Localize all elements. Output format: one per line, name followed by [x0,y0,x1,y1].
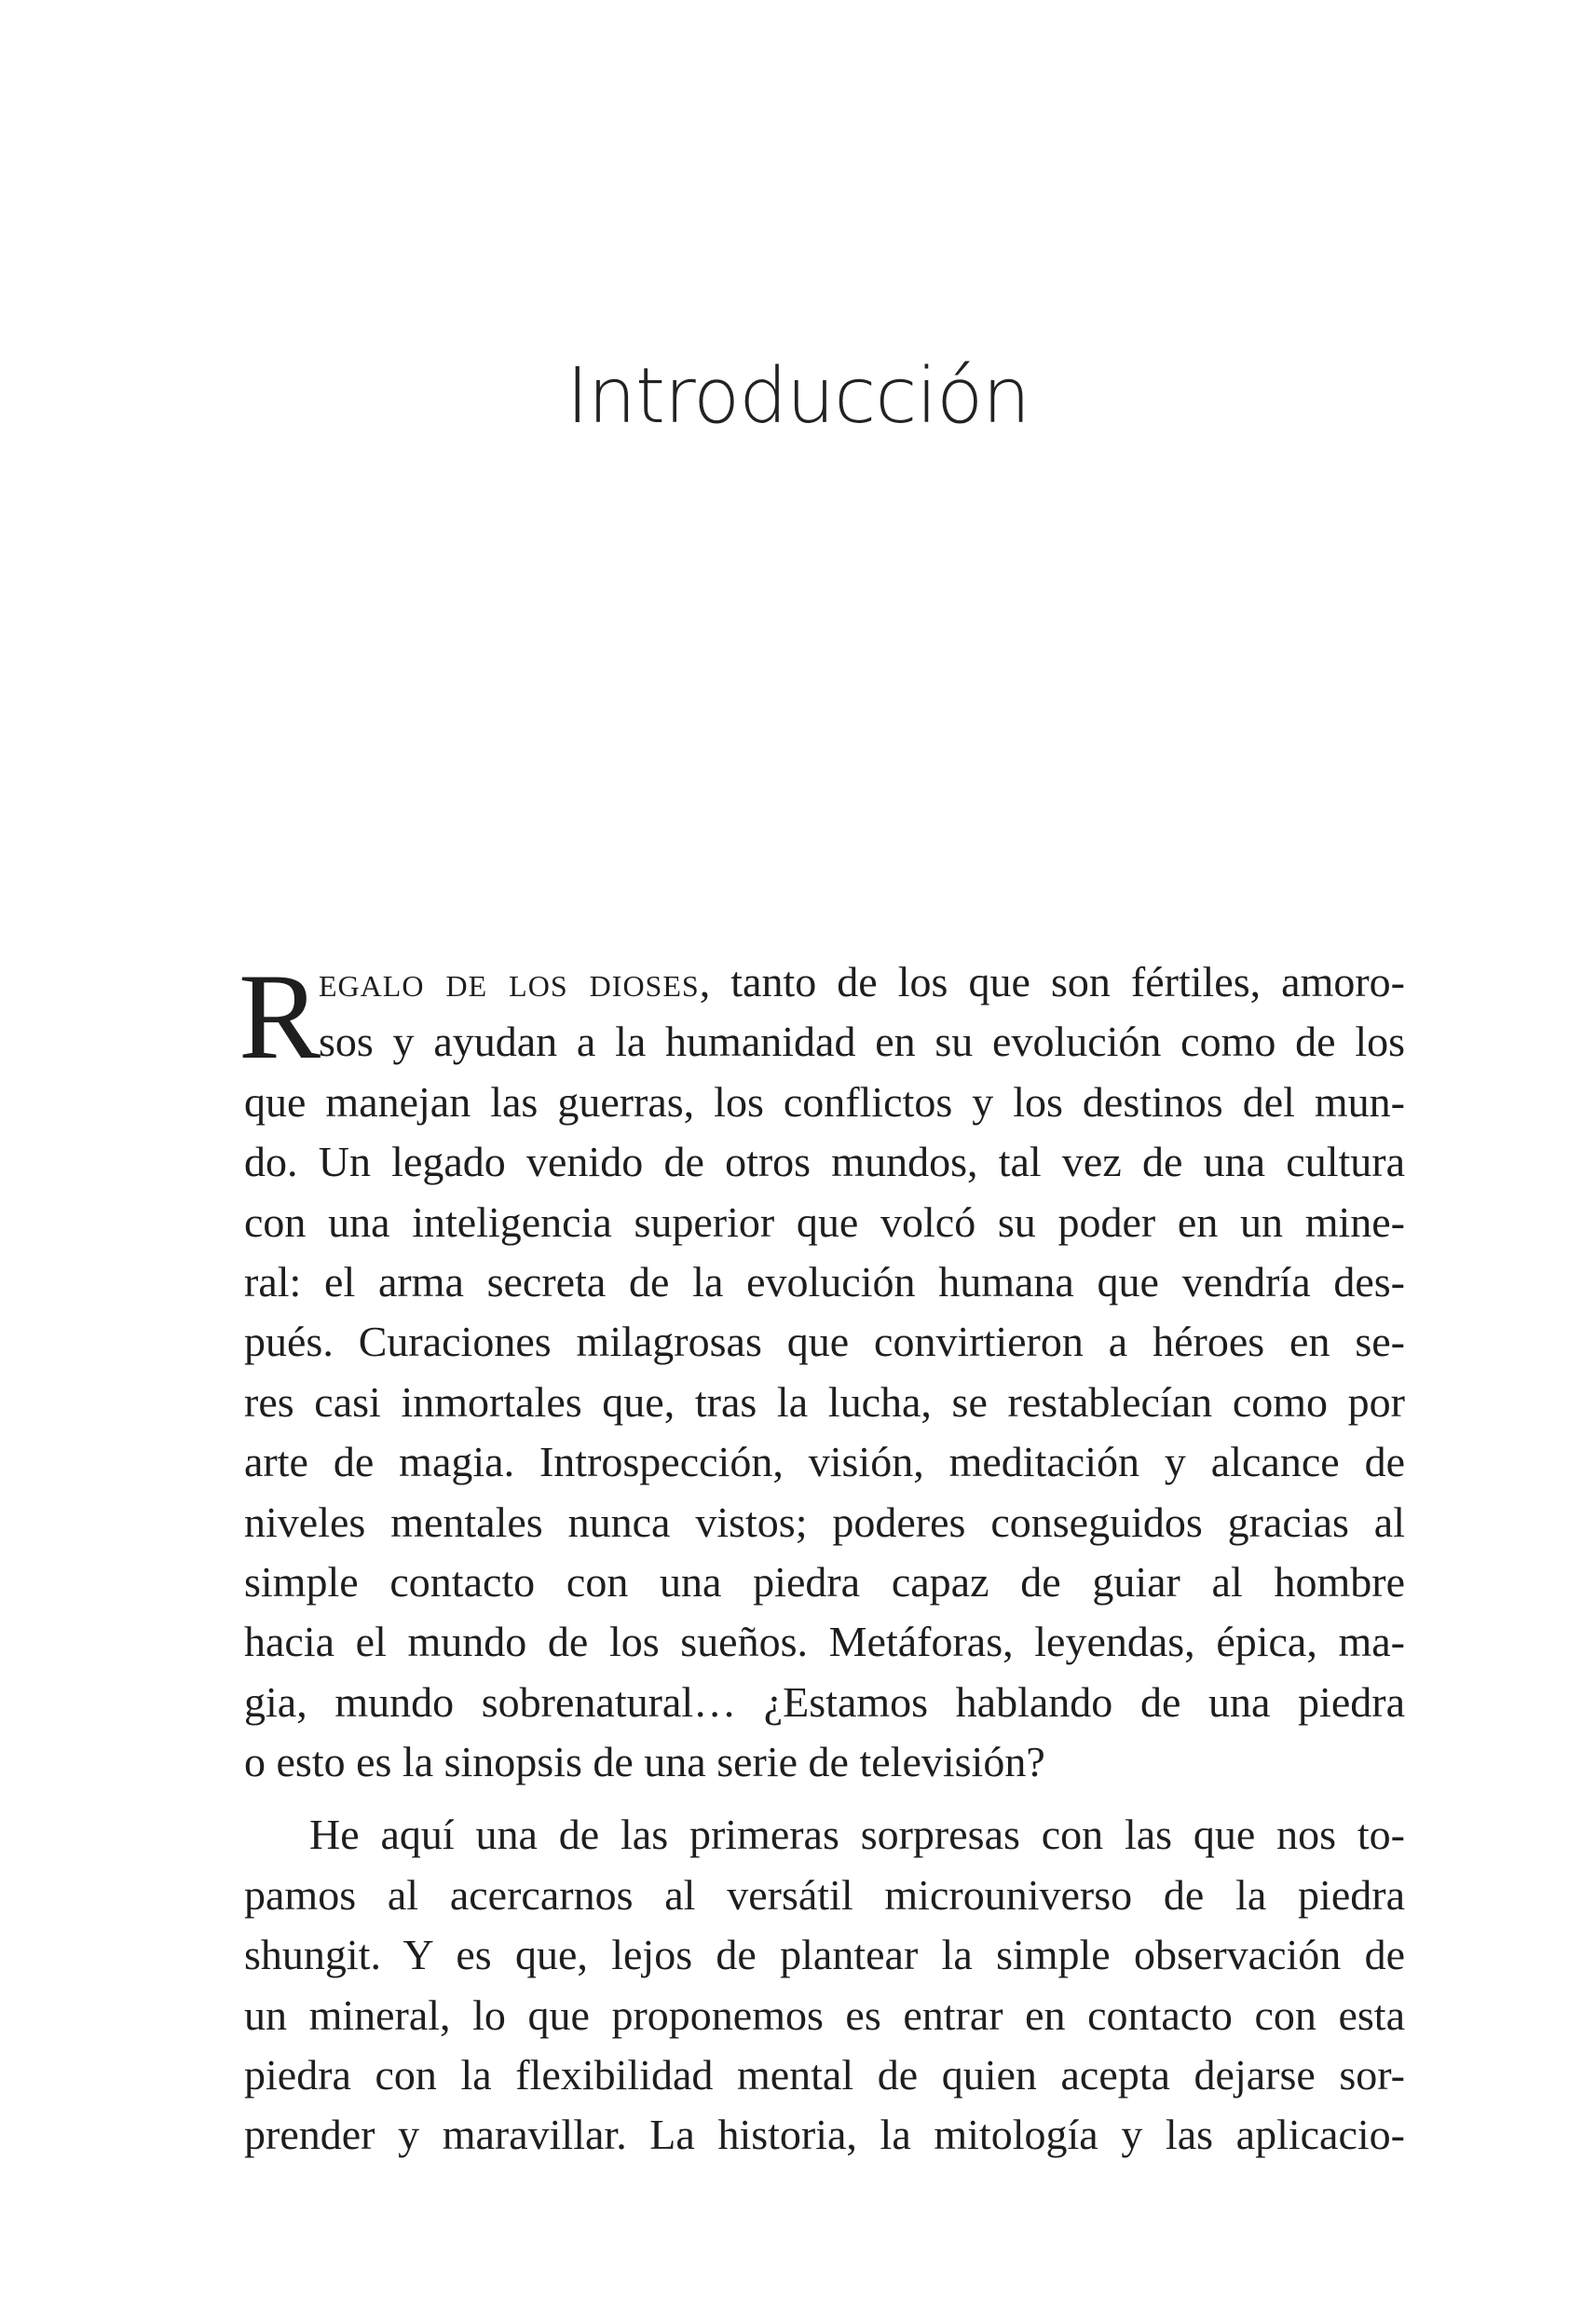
paragraph-line: con una inteligencia superior que volcó su poder en un mine- [244,1197,1405,1246]
paragraph-line: shungit. Y es que, lejos de plantear la simple observación de [244,1931,1405,1979]
drop-cap: R [239,948,321,1085]
paragraph-line [244,952,1405,1012]
paragraph-line: sos y ayudan a la humanidad en su evolución como de los [319,1018,1405,1066]
paragraph-line: arte de magia. Introspección, visión, meditación y alcance de [244,1438,1405,1486]
paragraph-line: o esto es la sinopsis de una serie de televisión? [244,1738,1045,1786]
paragraph-line: un mineral, lo que proponemos es entrar en contacto con esta [244,1990,1405,2039]
paragraph-line: He aquí una de las primeras sorpresas con las que nos to- [309,1811,1405,1859]
paragraph-line: piedra con la flexibilidad mental de quien acepta dejarse sor- [244,2051,1405,2099]
body-text [239,948,1405,2166]
paragraph-line: hacia el mundo de los sueños. Metáforas, leyendas, épica, ma- [244,1618,1405,1666]
paragraph-line: pamos al acercarnos al versátil microuniverso de la piedra [244,1870,1405,1919]
opening-small-caps: egalo de los dioses [319,958,700,1005]
paragraph-line: res casi inmortales que, tras la lucha, se restablecían como por [244,1377,1405,1426]
paragraph-1 [239,948,1405,1792]
line-text: , tanto de los que son fértiles, amoro- [699,958,1405,1005]
paragraph-line: pués. Curaciones milagrosas que convirtieron a héroes en se- [244,1318,1405,1366]
paragraph-line: gia, mundo sobrenatural… ¿Estamos hablando de una piedra [244,1677,1405,1726]
chapter-title: Introducción [566,352,1030,441]
paragraph-line: niveles mentales nunca vistos; poderes conseguidos gracias al [244,1497,1405,1546]
paragraph-line: ral: el arma secreta de la evolución humana que vendría des- [244,1257,1405,1306]
paragraph-line: simple contacto con una piedra capaz de guiar al hombre [244,1557,1405,1606]
paragraph-line: que manejan las guerras, los conflictos y los destinos del mun- [244,1077,1405,1126]
paragraph-line: do. Un legado venido de otros mundos, tal vez de una cultura [244,1138,1405,1186]
paragraph-line: prender y maravillar. La historia, la mitología y las aplicacio- [244,2111,1405,2159]
paragraph-2 [244,1805,1405,2165]
